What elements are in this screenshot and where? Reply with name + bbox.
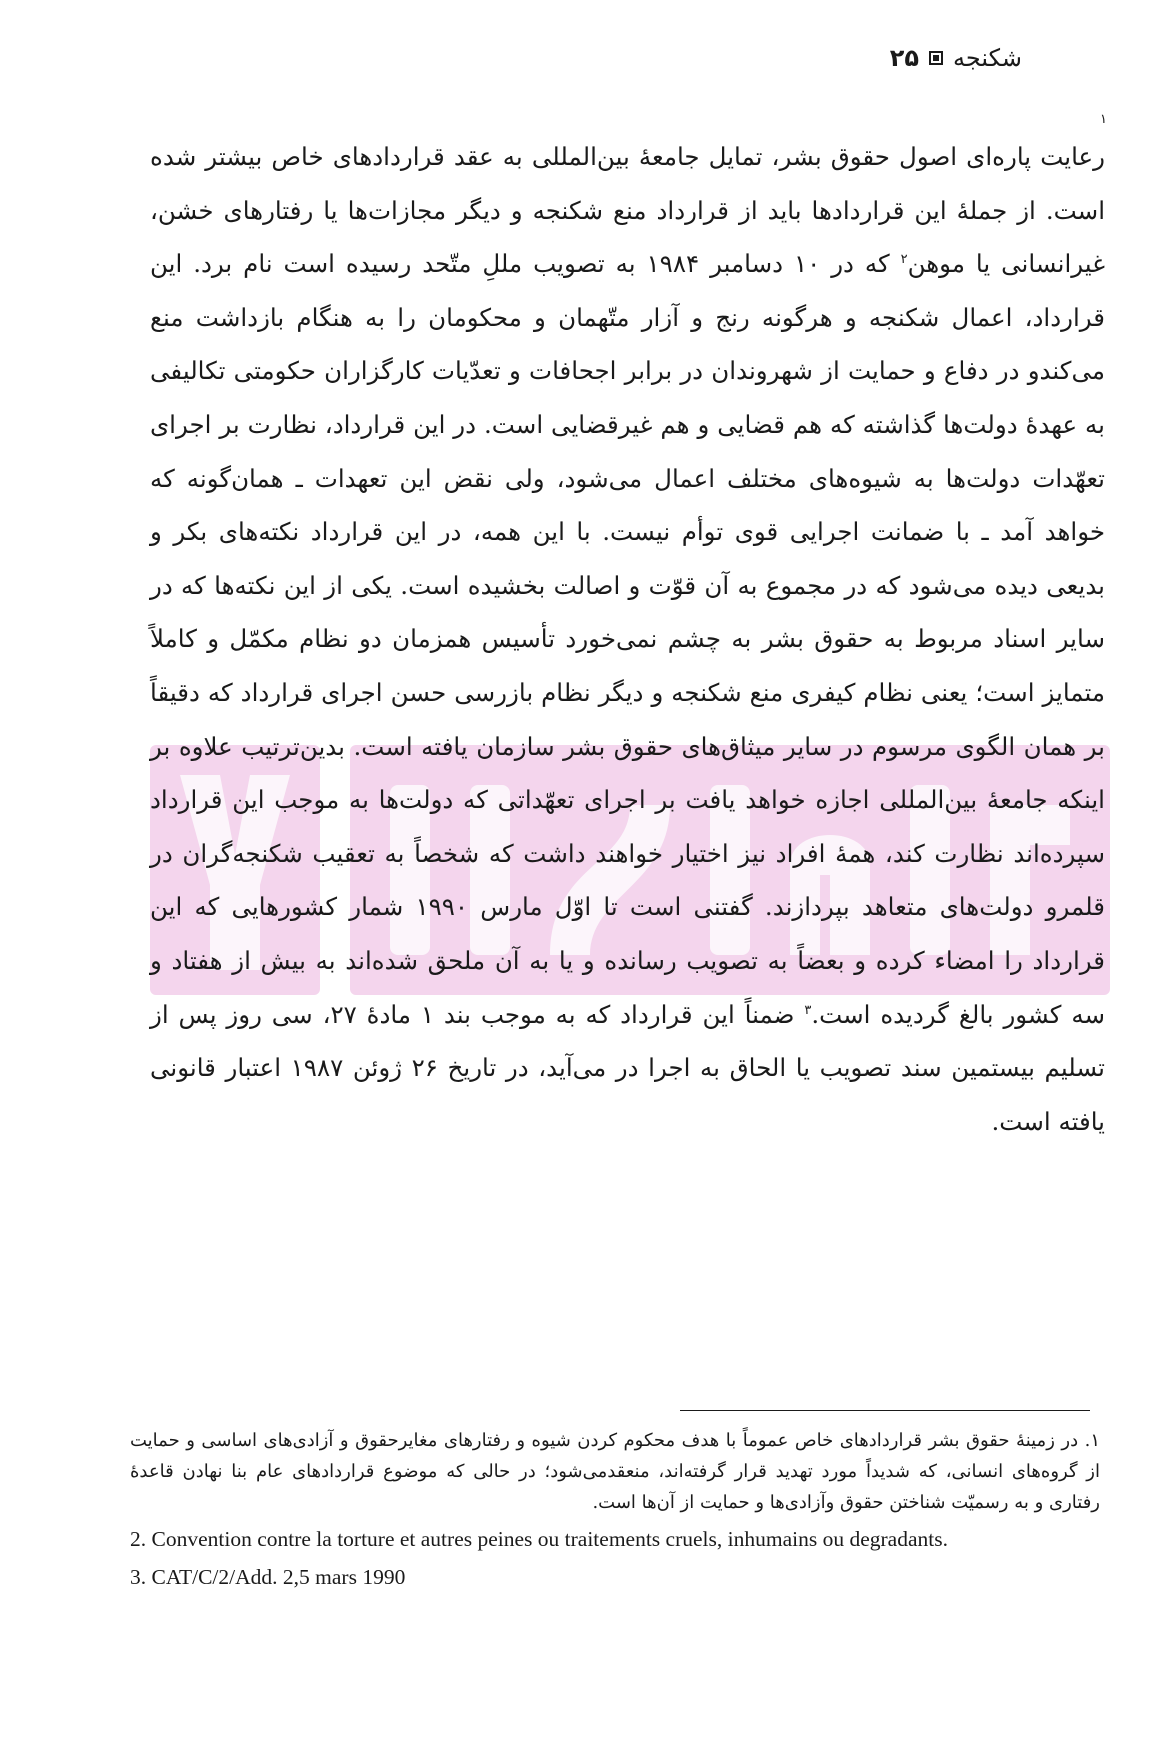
filled-square-icon bbox=[929, 51, 943, 65]
footnote-2: 2. Convention contre la torture et autres peines ou traitements cruels, inhumains ou degradants. bbox=[130, 1527, 948, 1551]
footnote-divider bbox=[680, 1410, 1090, 1411]
header-title: شکنجه bbox=[953, 44, 1022, 72]
running-header bbox=[150, 38, 1022, 78]
main-paragraph bbox=[150, 130, 1105, 1148]
footnotes bbox=[130, 1425, 1100, 1590]
book-page: شکنجه ۲۵ رعایت پاره‌ای اصول حقوق بشر، تمایل جامعهٔ بین‌المللی به عقد قراردادهای خاص بیشتر شده است. از جملهٔ این قراردادها باید از قرارداد منع شکنجه و دیگر مجازات‌ها یا رفتارهای خشن، غیرانسانی یا موهن$^۲$ که در ۱۰ دسامبر ۱۹۸۴ به تصویب مللِ متّحد رسیده است نام برد. این قرارداد، اعمال شکنجه و هرگونه رنج و آزار متّهمان و محکومان را به هنگام بازداشت منع می‌کندو در دفاع و حمایت از شهروندان در برابر اجحافات و تعدّیات کارگزاران حکومتی تکالیفی به عهدهٔ دولت‌ها گذاشته که هم قضایی و هم غیرقضایی است. در این قرارداد، نظارت بر اجرای تعهّدات دولت‌ها به شیوه‌های مختلف اعمال می‌شود، ولی نقض این تعهدات ـ همان‌گونه که خواهد آمد ـ با ضمانت اجرایی قوی توأم نیست. با این همه، در این قرارداد نکته‌های بکر و بدیعی دیده می‌شود که در مجموع به آن قوّت و اصالت بخشیده است. یکی از این نکته‌ها که در سایر اسناد مربوط به حقوق بشر به چشم نمی‌خورد تأسیس همزمان دو نظام مکمّل و کاملاً متمایز است؛ یعنی نظام کیفری منع شکنجه و دیگر نظام بازرسی حسن اجرای قرارداد که دقیقاً بر همان الگوی مرسوم در سایر میثاق‌های حقوق بشر سازمان یافته است. بدین‌ترتیب علاوه بر اینکه جامعهٔ بین‌المللی اجازه خواهد یافت بر اجرای تعهّداتی که دولت‌ها به موجب این قرارداد سپرده‌اند نظارت کند، همهٔ افراد نیز اختیار خواهند داشت که شخصاً به تعقیب شکنجه‌گران در قلمرو دولت‌های متعاهد بپردازند. گفتنی است تا اوّل مارس ۱۹۹۰ شمار کشورهایی که این قرارداد را امضاء کرده و بعضاً به تصویب رسانده و یا به آن ملحق شده‌اند به بیش از هفتاد و سه کشور بالغ گردیده است.$^۳$ ضمناً این قرارداد که به موجب بند ۱ مادهٔ ۲۷، سی روز پس از تسلیم بیستمین سند تصویب یا الحاق به اجرا در می‌آید، در تاریخ ۲۶ ژوئن ۱۹۸۷ اعتبار قانونی یافته است. ۱ ۱. در زمینهٔ حقوق بشر قراردادهای خاص عموماً با هدف محکوم کردن شیوه و رفتارهای مغایرحقوق و آزادی‌های اساسی و حمایت از گروه‌های انسانی، که شدیداً مورد تهدید قرار گرفته‌اند، منعقدمی‌شود؛ در حالی که موضوع قراردادهای عام بنا نهادن قاعدهٔ رفتاری و به رسمیّت شناختن حقوق وآزادی‌ها و حمایت از آن‌ها است. 2. Convention contre la torture et autres peines ou traitements cruels, inhumains ou degradants. 3. CAT/C/2/Add. 2,5 mars 1990 bbox=[0, 0, 1172, 1745]
footnote-marker-3[interactable]: ۳ bbox=[804, 1002, 812, 1018]
footnote-marker-2[interactable]: ۲ bbox=[900, 252, 908, 268]
page-number: ۲۵ bbox=[889, 44, 920, 72]
paragraph-part-1: رعایت پاره‌ای اصول حقوق بشر، تمایل جامعهٔ بین‌المللی به عقد قراردادهای خاص بیشتر شده است. از جملهٔ این قراردادها باید از قرارداد منع شکنجه و دیگر مجازات‌ها یا رفتارهای خشن، غیرانسانی یا موهن bbox=[150, 142, 1106, 279]
paragraph-part-2: که در ۱۰ دسامبر ۱۹۸۴ به تصویب مللِ متّحد رسیده است نام برد. این قرارداد، اعمال شکنجه و هرگونه رنج و آزار متّهمان و محکومان را به هنگام بازداشت منع می‌کندو در دفاع و حمایت از شهروندان در برابر اجحافات و تعدّیات کارگزاران حکومتی تکالیفی به عهدهٔ دولت‌ها گذاشته که هم قضایی و هم غیرقضایی است. در این قرارداد، نظارت بر اجرای تعهّدات دولت‌ها به شیوه‌های مختلف اعمال می‌شود، ولی نقض این تعهدات ـ همان‌گونه که خواهد آمد ـ با ضمانت اجرایی قوی توأم نیست. با این همه، در این قرارداد نکته‌های بکر و بدیعی دیده می‌شود که در مجموع به آن قوّت و اصالت بخشیده است. یکی از این نکته‌ها که در سایر اسناد مربوط به حقوق بشر به چشم نمی‌خورد تأسیس همزمان دو نظام مکمّل و کاملاً متمایز است؛ یعنی نظام کیفری منع شکنجه و دیگر نظام بازرسی حسن اجرای قرارداد که دقیقاً بر همان الگوی مرسوم در سایر میثاق‌های حقوق بشر سازمان یافته است. بدین‌ترتیب علاوه بر اینکه جامعهٔ بین‌المللی اجازه خواهد یافت بر اجرای تعهّداتی که دولت‌ها به موجب این قرارداد سپرده‌اند نظارت کند، همهٔ افراد نیز اختیار خواهند داشت که شخصاً به تعقیب شکنجه‌گران در قلمرو دولت‌های متعاهد بپردازند. گفتنی است تا اوّل مارس ۱۹۹۰ شمار کشورهایی که این قرارداد را امضاء کرده و بعضاً به تصویب رسانده و یا به آن ملحق شده‌اند به بیش از هفتاد و سه کشور بالغ گردیده است. bbox=[150, 249, 1105, 1029]
paragraph-part-3: ضمناً این قرارداد که به موجب بند ۱ مادهٔ ۲۷، سی روز پس از تسلیم بیستمین سند تصویب یا الحاق به اجرا در می‌آید، در تاریخ ۲۶ ژوئن ۱۹۸۷ اعتبار قانونی یافته است. bbox=[150, 999, 1106, 1136]
main-text bbox=[150, 130, 1105, 1148]
footnote-3: 3. CAT/C/2/Add. 2,5 mars 1990 bbox=[130, 1565, 406, 1589]
footnote-1: ۱. در زمینهٔ حقوق بشر قراردادهای خاص عموماً با هدف محکوم کردن شیوه و رفتارهای مغایرحقوق و آزادی‌های اساسی و حمایت از گروه‌های انسانی، که شدیداً مورد تهدید قرار گرفته‌اند، منعقدمی‌شود؛ در حالی که موضوع قراردادهای عام بنا نهادن قاعدهٔ رفتاری و به رسمیّت شناختن حقوق وآزادی‌ها و حمایت از آن‌ها است. bbox=[130, 1430, 1100, 1513]
